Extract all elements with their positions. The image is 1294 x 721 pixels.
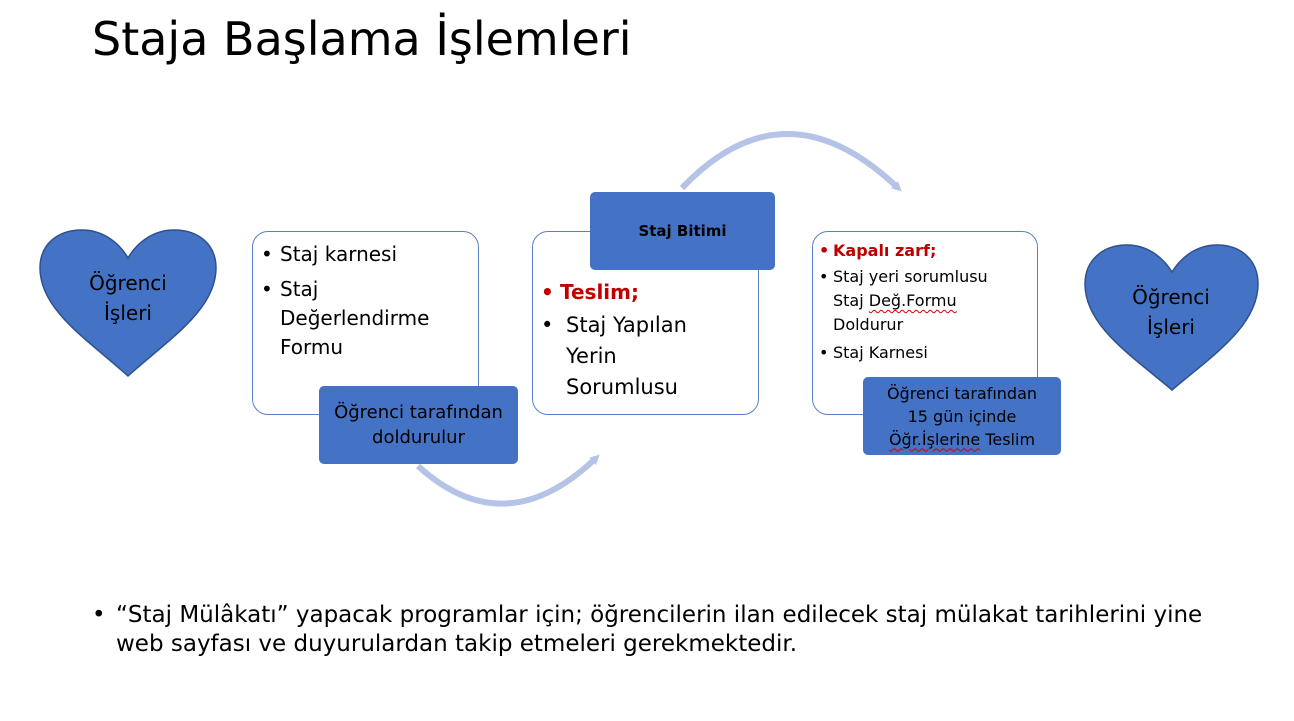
heart-right-line1: Öğrenci <box>1132 285 1210 309</box>
card3-tag-line3-underlined: Öğr.İşlerine <box>888 429 981 449</box>
card1-tag <box>319 386 518 464</box>
curved-arrow-top <box>682 134 898 188</box>
card3-tag-line2: 15 gün içinde <box>907 406 1017 426</box>
card3-item1-end: Doldurur <box>833 315 904 334</box>
card2-tag: Staj Bitimi <box>590 192 775 270</box>
card1-tag-line2: doldurulur <box>372 427 465 448</box>
heart-left-line2: İşleri <box>104 301 152 325</box>
card2-heading: • Teslim; <box>533 277 748 308</box>
card3-item1-text: Staj yeri sorumlusu Staj <box>833 267 988 310</box>
card3-item-sorumlu <box>813 265 993 337</box>
card3-item-karne: • Staj Karnesi <box>813 341 1029 365</box>
card2-item-sorumlu: • Staj Yapılan Yerin Sorumlusu <box>533 310 716 403</box>
footer-note: • “Staj Mülâkatı” yapacak programlar için; öğrencilerin ilan edilecek staj mülakat tarihlerini yine web sayfası ve duyurulardan takip etmeleri gerekmektedir. <box>92 601 1236 659</box>
heart-right-line2: İşleri <box>1147 315 1195 339</box>
card3-item1-underlined: Değ.Formu <box>868 291 957 310</box>
card3-tag-line3 <box>887 428 1037 451</box>
card1-item-form: • Staj Değerlendirme Formu <box>253 275 440 362</box>
card1-item-karne: • Staj karnesi <box>253 240 466 269</box>
heart-label-right <box>1101 282 1241 342</box>
card3-heading: • Kapalı zarf; <box>813 239 1029 263</box>
page-title: Staja Başlama İşlemleri <box>92 12 632 66</box>
heart-left-line1: Öğrenci <box>89 271 167 295</box>
card3-tag <box>863 377 1061 455</box>
curved-arrow-bottom <box>418 458 596 504</box>
card1-tag-line1: Öğrenci tarafından <box>334 402 503 423</box>
heart-label-left <box>58 268 198 328</box>
card3-tag-line1: Öğrenci tarafından <box>886 383 1038 403</box>
card3-tag-line3-end: Teslim <box>980 429 1036 449</box>
